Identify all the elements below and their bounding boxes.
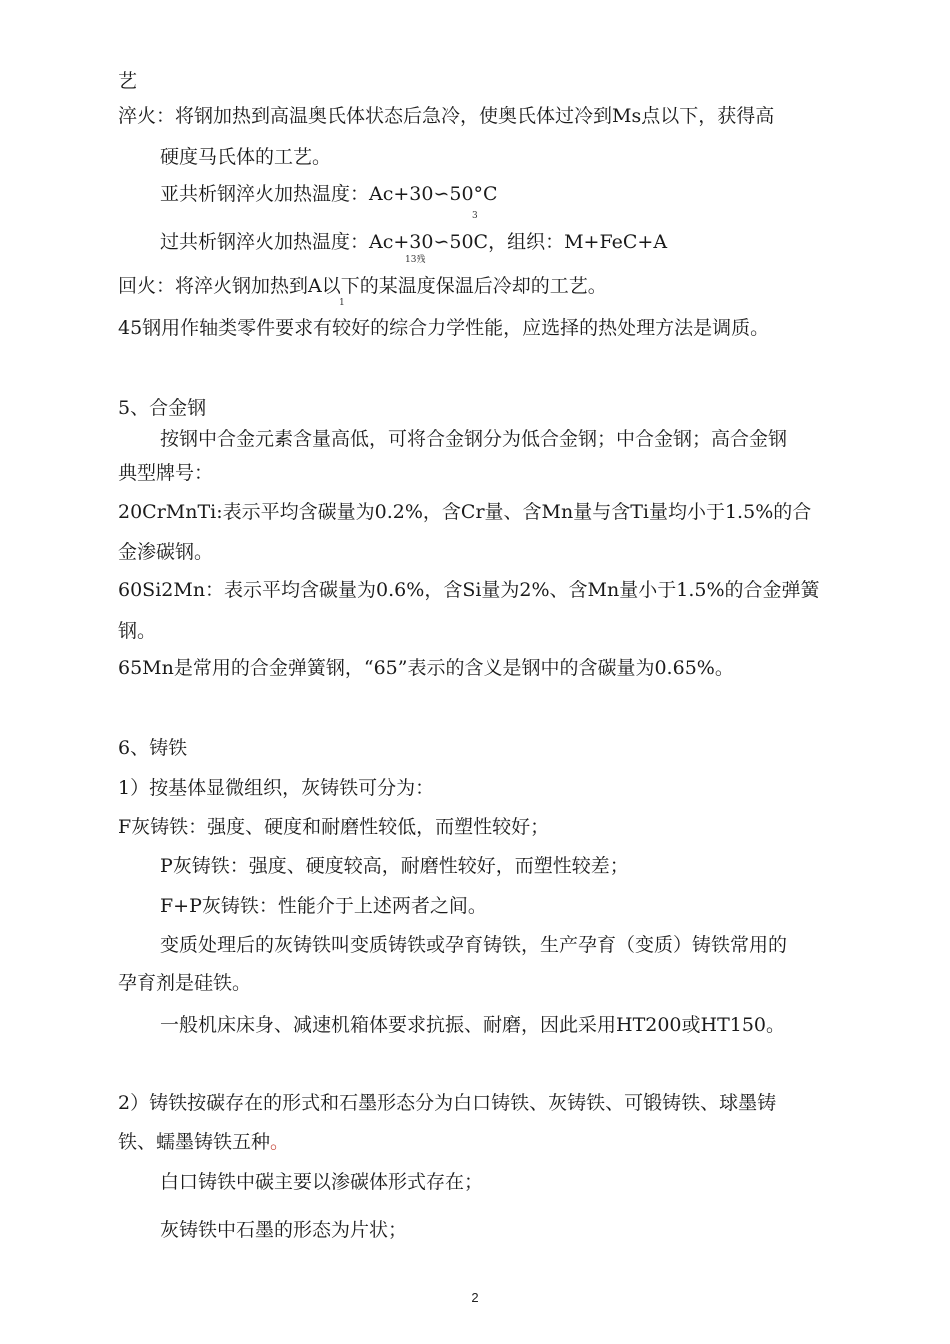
white-iron-note: 白口铸铁中碳主要以渗碳体形式存在； — [160, 1171, 484, 1193]
alloy-classification: 按钢中合金元素含量高低，可将合金钢分为低合金钢；中合金钢；高合金钢 — [160, 428, 788, 450]
cast-iron-types: 2）铸铁按碳存在的形式和石墨形态分为白口铸铁、灰铸铁、可锻铸铁、球墨铸 — [118, 1092, 777, 1114]
grade-60si2mn: 60Si2Mn：表示平均含碳量为0.6%，含Si量为2%、含Mn量小于1.5%的合金弹簧 — [118, 579, 820, 601]
grades-label: 典型牌号： — [118, 462, 214, 484]
cast-iron-types-cont — [118, 1130, 289, 1154]
steel45-note: 45钢用作轴类零件要求有较好的综合力学性能，应选择的热处理方法是调质。 — [118, 317, 770, 339]
text-line: 艺 — [118, 70, 138, 92]
inoculation-note-cont: 孕育剂是硅铁。 — [118, 972, 252, 994]
grade-20crmnti-cont: 金渗碳钢。 — [118, 541, 214, 563]
f-gray-iron: F灰铸铁：强度、硬度和耐磨性较低，而塑性较好； — [118, 816, 550, 838]
grade-65mn: 65Mn是常用的合金弹簧钢，“65”表示的含义是钢中的含碳量为0.65%。 — [118, 657, 734, 679]
grade-60si2mn-cont: 钢。 — [118, 620, 157, 642]
subscript: 3 — [472, 211, 478, 221]
hypoeutectoid-temp: 亚共析钢淬火加热温度：Ac+30∽50°C — [160, 183, 498, 205]
machine-bed-note: 一般机床床身、减速机箱体要求抗振、耐磨，因此采用HT200或HT150。 — [160, 1014, 786, 1036]
gray-iron-classification: 1）按基体显微组织，灰铸铁可分为： — [118, 777, 435, 799]
subscript: 1 — [339, 298, 345, 308]
cast-iron-types-text: 铁、蠕墨铸铁五种 — [118, 1131, 271, 1153]
hypereutectoid-temp: 过共析钢淬火加热温度：Ac+30∽50C，组织：M+FeC+A — [160, 231, 668, 253]
page-number: 2 — [471, 1290, 479, 1305]
section-heading-cast-iron: 6、铸铁 — [118, 737, 188, 759]
inoculation-note: 变质处理后的灰铸铁叫变质铸铁或孕育铸铁，生产孕育（变质）铸铁常用的 — [160, 934, 788, 956]
temper-definition: 回火：将淬火钢加热到A以下的某温度保温后冷却的工艺。 — [118, 275, 607, 297]
grade-20crmnti: 20CrMnTi:表示平均含碳量为0.2%，含Cr量、含Mn量与含Ti量均小于1.5%的合 — [118, 501, 812, 523]
quench-definition: 淬火：将钢加热到高温奥氏体状态后急冷，使奥氏体过冷到Ms点以下，获得高 — [118, 105, 775, 127]
p-gray-iron: P灰铸铁：强度、硬度较高，耐磨性较好，而塑性较差； — [160, 855, 629, 877]
quench-definition-cont: 硬度马氏体的工艺。 — [160, 146, 332, 168]
subscript: 13残 — [405, 255, 426, 265]
gray-iron-graphite-note: 灰铸铁中石墨的形态为片状； — [160, 1219, 408, 1241]
section-heading-alloy-steel: 5、合金钢 — [118, 397, 207, 419]
fp-gray-iron: F+P灰铸铁：性能介于上述两者之间。 — [160, 895, 487, 917]
red-period: 。 — [270, 1131, 290, 1153]
